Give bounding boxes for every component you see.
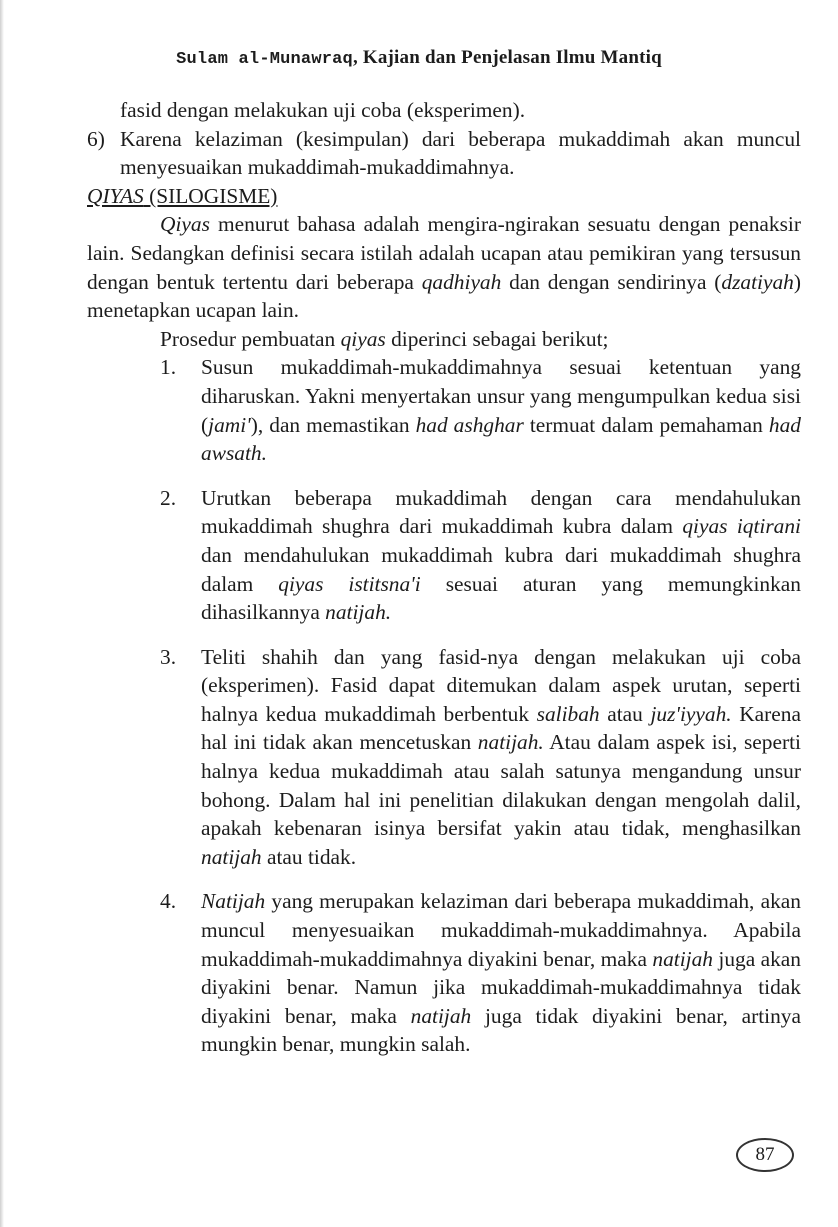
term-qiyas: qiyas: [340, 326, 386, 351]
numbered-point-6: [87, 125, 801, 182]
section-heading: [87, 182, 801, 211]
heading-rest: (SILOGISME): [143, 183, 278, 208]
list-text: Susun mukaddimah-mukaddimahnya sesuai ketentuan yang diharuskan. Yakni menyertakan unsur yang mengumpulkan kedua sisi (jami'), dan memastikan had ashghar termuat dalam pemahaman had awsath.: [201, 355, 801, 466]
list-text: Natijah yang merupakan kelaziman dari beberapa mukaddimah, akan muncul menyesuaikan mukaddimah-mukaddimahnya. Apabila mukaddimah-mukaddimahnya diyakini benar, maka natijah juga akan diyakini benar. Namun jika mukaddimah-mukaddimahnya tidak diyakini benar, maka natijah juga tidak diyakini benar, artinya mungkin benar, mungkin salah.: [201, 889, 801, 1057]
list-text: Teliti shahih dan yang fasid-nya dengan melakukan uji coba (eksperimen). Fasid dapat ditemukan dalam aspek urutan, seperti halnya kedua mukaddimah berbentuk salibah atau juz'iyyah. Karena hal ini tidak akan mencetuskan natijah. Atau dalam aspek isi, seperti halnya kedua mukaddimah atau salah satunya mengandung unsur bohong. Dalam hal ini penelitian dilakukan dengan mengolah dalil, apakah kebenaran isinya bersifat yakin atau tidak, menghasilkan natijah atau tidak.: [201, 644, 801, 869]
page-body: [87, 96, 801, 1075]
list-number: 4.: [160, 889, 177, 914]
term-qiyas: Qiyas: [160, 212, 210, 237]
paragraph-continuation: fasid dengan melakukan uji coba (eksperimen).: [120, 98, 526, 122]
point-number: 6): [87, 126, 105, 151]
header-title-mono: Sulam al-Munawraq: [176, 50, 353, 69]
page-number-badge: 87: [736, 1138, 794, 1172]
list-item: [160, 887, 801, 1059]
term-qadhiyah: qadhiyah: [421, 269, 502, 294]
term-dzatiyah: dzatiyah: [721, 269, 794, 294]
heading-italic: QIYAS: [87, 183, 144, 208]
header-title-rest: , Kajian dan Penjelasan Ilmu Mantiq: [352, 47, 662, 68]
procedure-list: [87, 353, 801, 1059]
list-number: 1.: [160, 355, 177, 380]
point-text: Karena kelaziman (kesimpulan) dari beberapa mukaddimah akan muncul menyesuaikan mukaddimah-mukaddimahnya.: [120, 126, 801, 180]
procedure-intro: Prosedur pembuatan qiyas diperinci sebagai berikut;: [160, 326, 609, 351]
scan-edge-shadow: [0, 0, 4, 1227]
list-item: [160, 484, 801, 627]
list-number: 3.: [160, 644, 177, 669]
running-header: [0, 47, 838, 69]
definition-paragraph: Qiyas menurut bahasa adalah mengira-ngirakan sesuatu dengan penaksir lain. Sedangkan definisi secara istilah adalah ucapan atau pemikiran yang tersusun dengan bentuk tertentu dari beberapa qadhiyah dan dengan sendirinya (dzatiyah) menetapkan ucapan lain.: [87, 212, 801, 323]
list-item: [160, 643, 801, 872]
list-item: [160, 353, 801, 467]
list-number: 2.: [160, 485, 177, 510]
list-text: Urutkan beberapa mukaddimah dengan cara mendahulukan mukaddimah shughra dari mukaddimah kubra dalam qiyas iqtirani dan mendahulukan mukaddimah kubra dari mukaddimah shughra dalam qiyas istitsna'i sesuai aturan yang memungkinkan dihasilkannya natijah.: [201, 485, 801, 625]
